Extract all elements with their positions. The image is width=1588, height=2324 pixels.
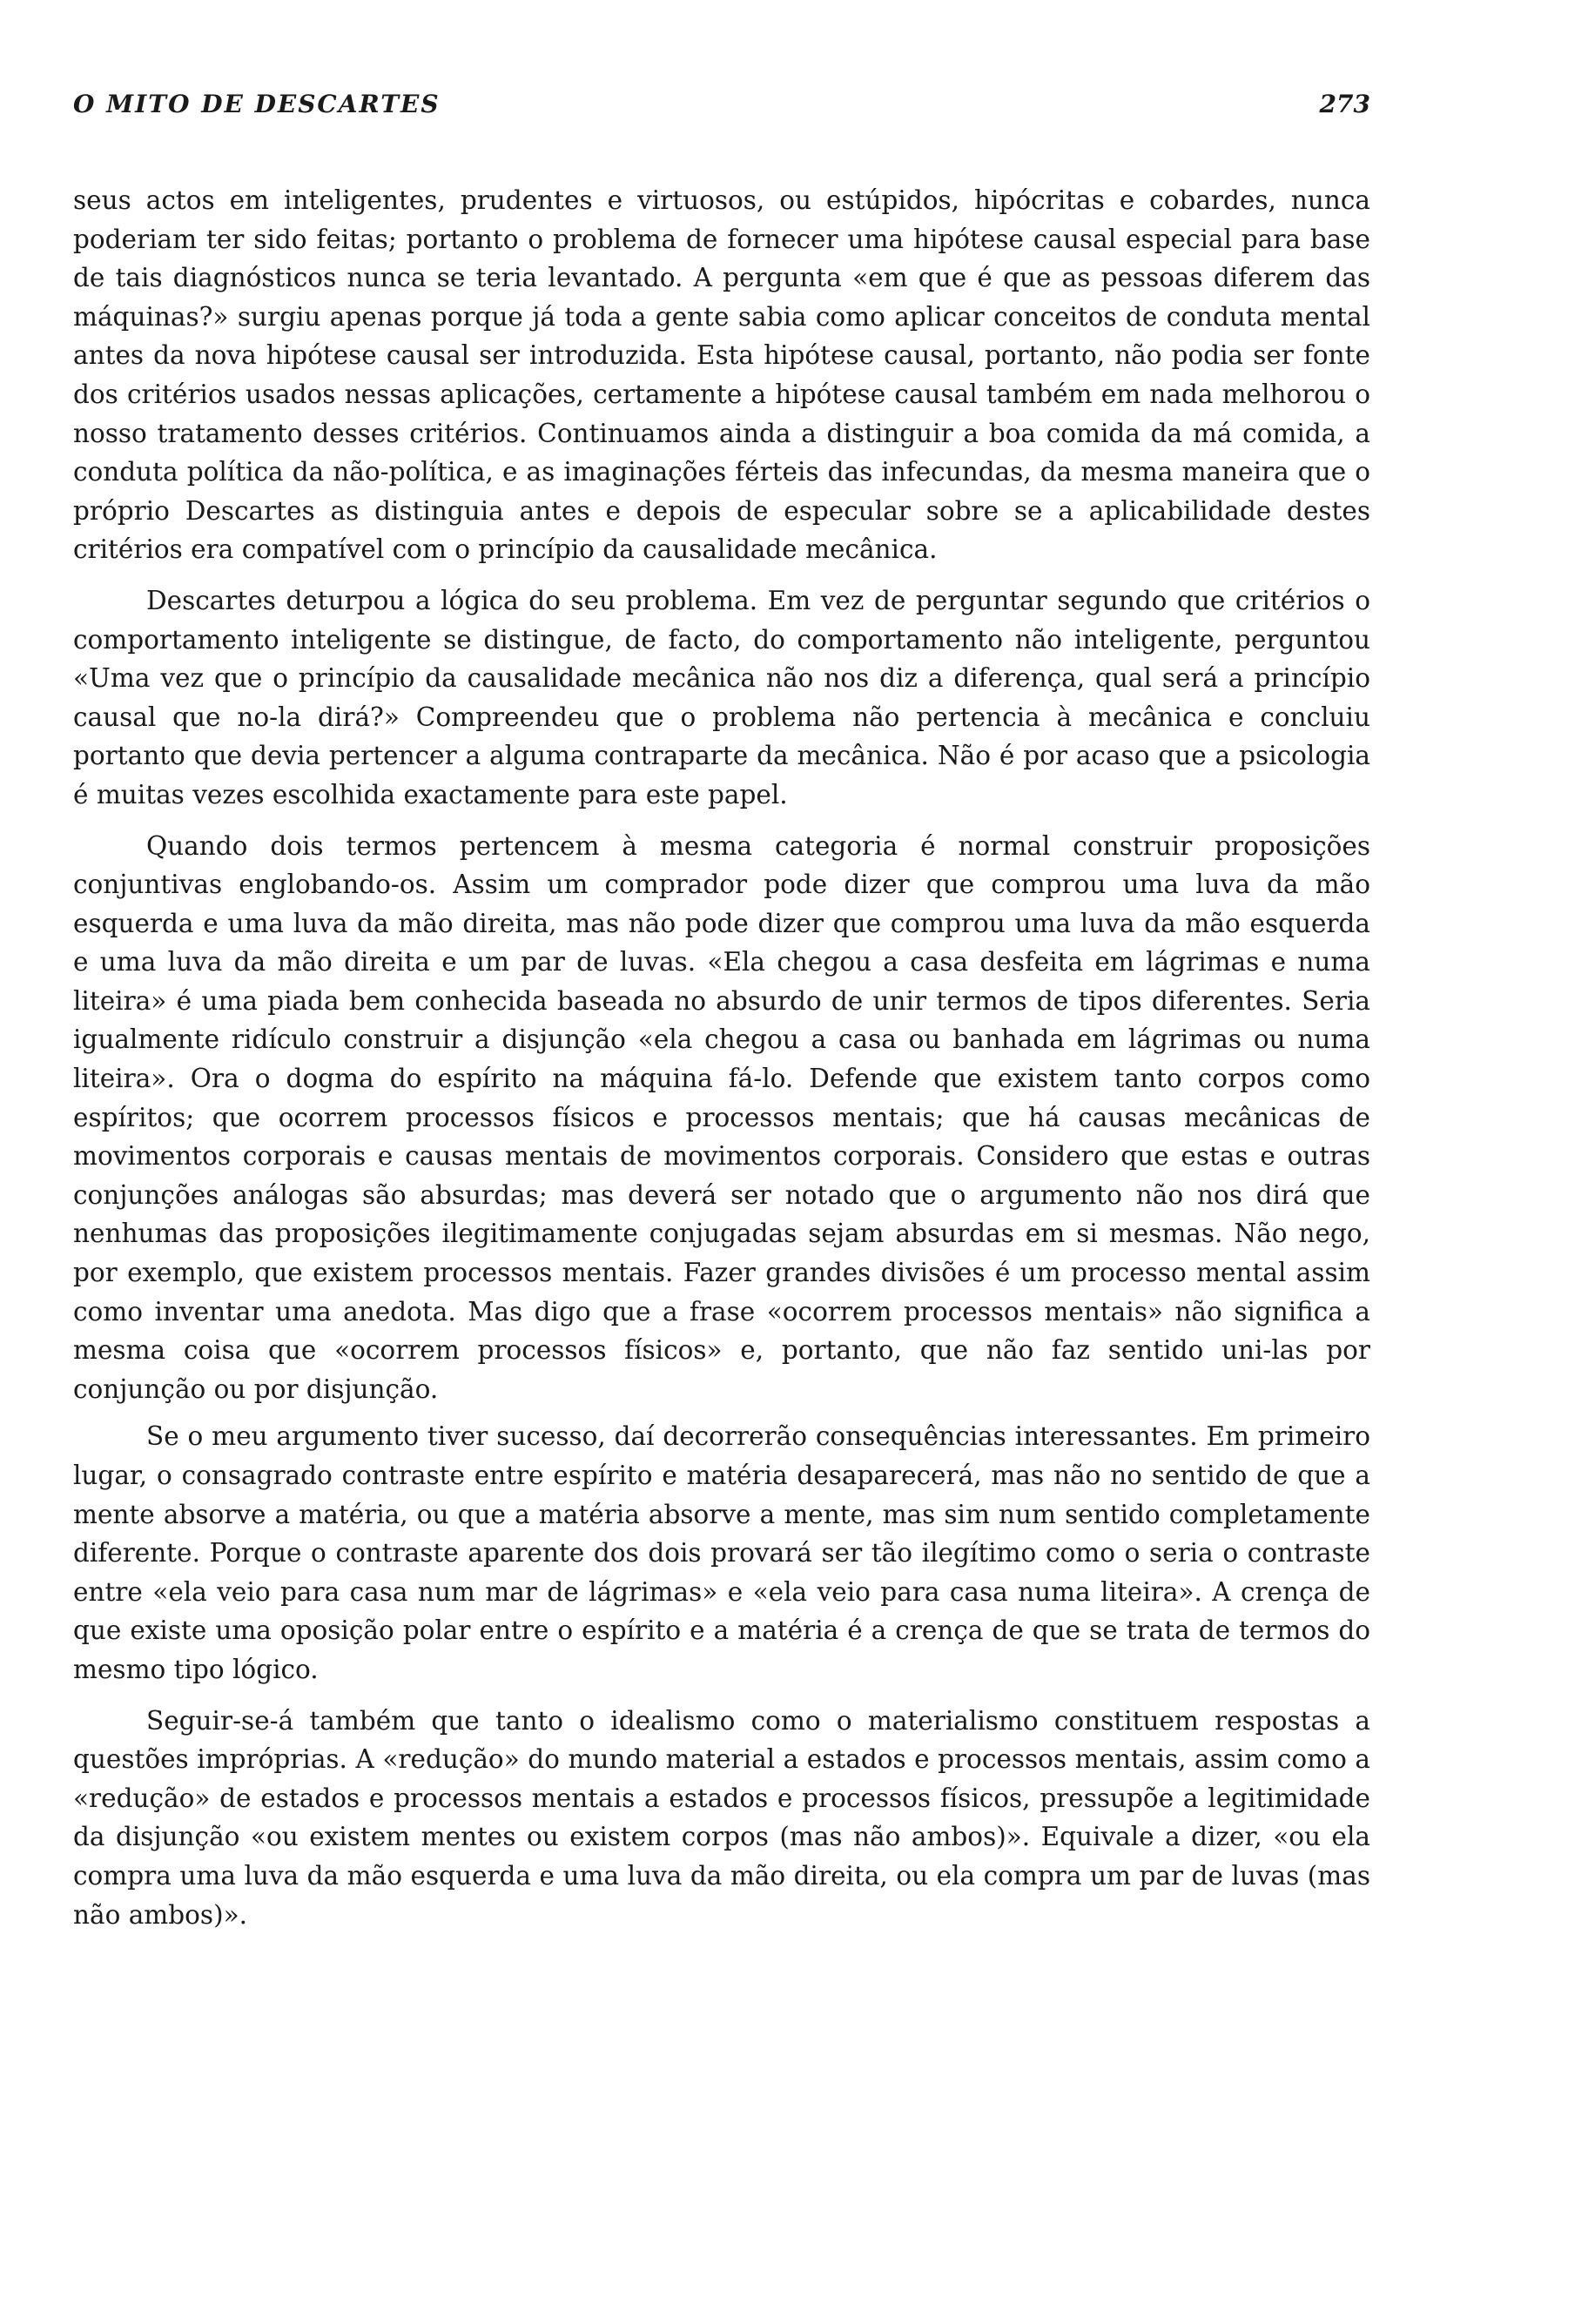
page-number: 273 [1319,90,1370,118]
paragraph: Se o meu argumento tiver sucesso, daí decorrerão consequências interessantes. Em primeiro lugar, o consagrado contraste entre espírito e matéria desaparecerá, mas não no sentido de que a mente absorve a matéria, ou que a matéria absorve a mente, mas sim num sentido completamente diferente. Porque o contraste aparente dos dois provará ser tão ilegítimo como o seria o contraste entre «ela veio para casa num mar de lágrimas» e «ela veio para casa numa liteira». A crença de que existe uma oposição polar entre o espírito e a matéria é a crença de que se trata de termos do mesmo tipo lógico. [73,1421,1370,1684]
running-title: O MITO DE DESCARTES [73,90,441,118]
paragraph: seus actos em inteligentes, prudentes e virtuosos, ou estúpidos, hipócritas e cobardes, nunca poderiam ter sido feitas; portanto o problema de fornecer uma hipótese causal especial para base de tais diagnósticos nunca se teria levantado. A pergunta «em que é que as pessoas diferem das máquinas?» surgiu apenas porque já toda a gente sabia como aplicar conceitos de conduta mental antes da nova hipótese causal ser introduzida. Esta hipótese causal, portanto, não podia ser fonte dos critérios usados nessas aplicações, certamente a hipótese causal também em nada melhorou o nosso tratamento desses critérios. Continuamos ainda a distinguir a boa comida da má comida, a conduta política da não-política, e as imaginações férteis das infecundas, da mesma maneira que o próprio Descartes as distinguia antes e depois de especular sobre se a aplicabilidade destes critérios era compatível com o princípio da causalidade mecânica. [73,185,1370,565]
running-header [73,87,1370,131]
paragraph: Quando dois termos pertencem à mesma categoria é normal construir proposições conjuntivas englobando-os. Assim um comprador pode dizer que comprou uma luva da mão esquerda e uma luva da mão direita, mas não pode dizer que comprou uma luva da mão esquerda e uma luva da mão direita e um par de luvas. «Ela chegou a casa desfeita em lágrimas e numa liteira» é uma piada bem conhecida baseada no absurdo de unir termos de tipos diferentes. Seria igualmente ridículo construir a disjunção «ela chegou a casa ou banhada em lágrimas ou numa liteira». Ora o dogma do espírito na máquina fá-lo. Defende que existem tanto corpos como espíritos; que ocorrem processos físicos e processos mentais; que há causas mecânicas de movimentos corporais e causas mentais de movimentos corporais. Considero que estas e outras conjunções análogas são absurdas; mas deverá ser notado que o argumento não nos dirá que nenhumas das proposições ilegitimamente conjugadas sejam absurdas em si mesmas. Não nego, por exemplo, que existem processos mentais. Fazer grandes divisões é um processo mental assim como inventar uma anedota. Mas digo que a frase «ocorrem processos mentais» não significa a mesma coisa que «ocorrem processos físicos» e, portanto, que não faz sentido uni-las por conjunção ou por disjunção. [73,830,1370,1404]
body-text [73,181,1370,1934]
paragraph: Descartes deturpou a lógica do seu problema. Em vez de perguntar segundo que critérios o comportamento inteligente se distingue, de facto, do comportamento não inteligente, perguntou «Uma vez que o princípio da causalidade mecânica não nos diz a diferença, qual será a princípio causal que no-la dirá?» Compreendeu que o problema não pertencia à mecânica e concluiu portanto que devia pertencer a alguma contraparte da mecânica. Não é por acaso que a psicologia é muitas vezes escolhida exactamente para este papel. [73,585,1370,809]
paragraph: Seguir-se-á também que tanto o idealismo como o materialismo constituem respostas a questões impróprias. A «redução» do mundo material a estados e processos mentais, assim como a «redução» de estados e processos mentais a estados e processos físicos, pressupõe a legitimidade da disjunção «ou existem mentes ou existem corpos (mas não ambos)». Equivale a dizer, «ou ela compra uma luva da mão esquerda e uma luva da mão direita, ou ela compra um par de luvas (mas não ambos)». [73,1705,1370,1930]
